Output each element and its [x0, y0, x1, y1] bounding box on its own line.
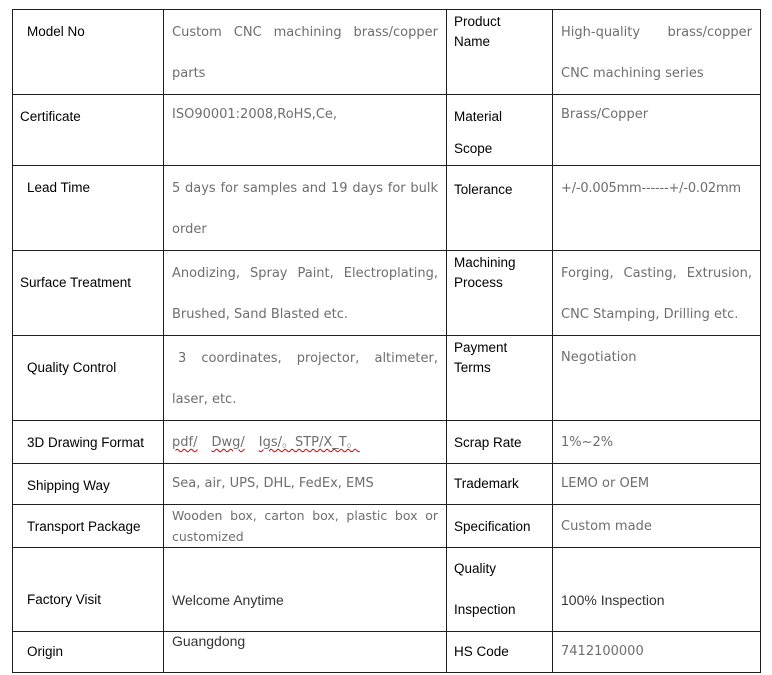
- row-label: Specification: [447, 505, 553, 548]
- table-row: [13, 505, 761, 548]
- row-value: Sea, air, UPS, DHL, FedEx, EMS: [164, 464, 447, 505]
- row-value: Welcome Anytime: [164, 548, 447, 632]
- row-value: Forging, Casting, Extrusion, CNC Stamping, Drilling etc.: [553, 251, 761, 336]
- row-value: Brass/Copper: [553, 95, 761, 166]
- row-value: +/-0.005mm------+/-0.02mm: [553, 166, 761, 251]
- row-value: 5 days for samples and 19 days for bulk order: [164, 166, 447, 251]
- row-label: Quality Control: [13, 336, 164, 421]
- row-label: 3D Drawing Format: [13, 421, 164, 464]
- row-value: 3 coordinates, projector, altimeter, laser, etc.: [164, 336, 447, 421]
- table-row: [13, 421, 761, 464]
- row-value: 1%~2%: [553, 421, 761, 464]
- row-value: Guangdong: [164, 632, 447, 673]
- row-label: Lead Time: [13, 166, 164, 251]
- row-label: Certificate: [13, 95, 164, 166]
- row-label: Scrap Rate: [447, 421, 553, 464]
- row-label: Transport Package: [13, 505, 164, 548]
- row-label: Machining Process: [447, 251, 553, 336]
- row-label: Shipping Way: [13, 464, 164, 505]
- table-row: [13, 10, 761, 95]
- row-label: HS Code: [447, 632, 553, 673]
- table-row: [13, 548, 761, 632]
- row-value: Custom made: [553, 505, 761, 548]
- table-row: [13, 95, 761, 166]
- row-label: Surface Treatment: [13, 251, 164, 336]
- row-label: Trademark: [447, 464, 553, 505]
- table-row: [13, 251, 761, 336]
- row-value: [164, 421, 447, 464]
- row-value: Anodizing, Spray Paint, Electroplating, Brushed, Sand Blasted etc.: [164, 251, 447, 336]
- row-label: Model No: [13, 10, 164, 95]
- row-label: Origin: [13, 632, 164, 673]
- row-value: Custom CNC machining brass/copper parts: [164, 10, 447, 95]
- format-pdf: pdf/: [172, 435, 198, 450]
- format-igs-stp: Igs/。STP/X_T。: [258, 435, 360, 450]
- row-value: Negotiation: [553, 336, 761, 421]
- row-value: LEMO or OEM: [553, 464, 761, 505]
- row-label: Material Scope: [447, 95, 553, 166]
- row-label: Tolerance: [447, 166, 553, 251]
- row-value: 100% Inspection: [553, 548, 761, 632]
- row-label: Factory Visit: [13, 548, 164, 632]
- specification-table: [12, 9, 761, 673]
- row-label: Payment Terms: [447, 336, 553, 421]
- row-label: Quality Inspection: [447, 548, 553, 632]
- row-value: Wooden box, carton box, plastic box or customized: [164, 505, 447, 548]
- row-value: 7412100000: [553, 632, 761, 673]
- table-row: [13, 166, 761, 251]
- table-row: [13, 336, 761, 421]
- table-row: [13, 464, 761, 505]
- row-value: High-quality brass/copper CNC machining series: [553, 10, 761, 95]
- format-dwg: Dwg/: [211, 435, 245, 450]
- table-row: [13, 632, 761, 673]
- row-value: ISO90001:2008,RoHS,Ce,: [164, 95, 447, 166]
- row-label: Product Name: [447, 10, 553, 95]
